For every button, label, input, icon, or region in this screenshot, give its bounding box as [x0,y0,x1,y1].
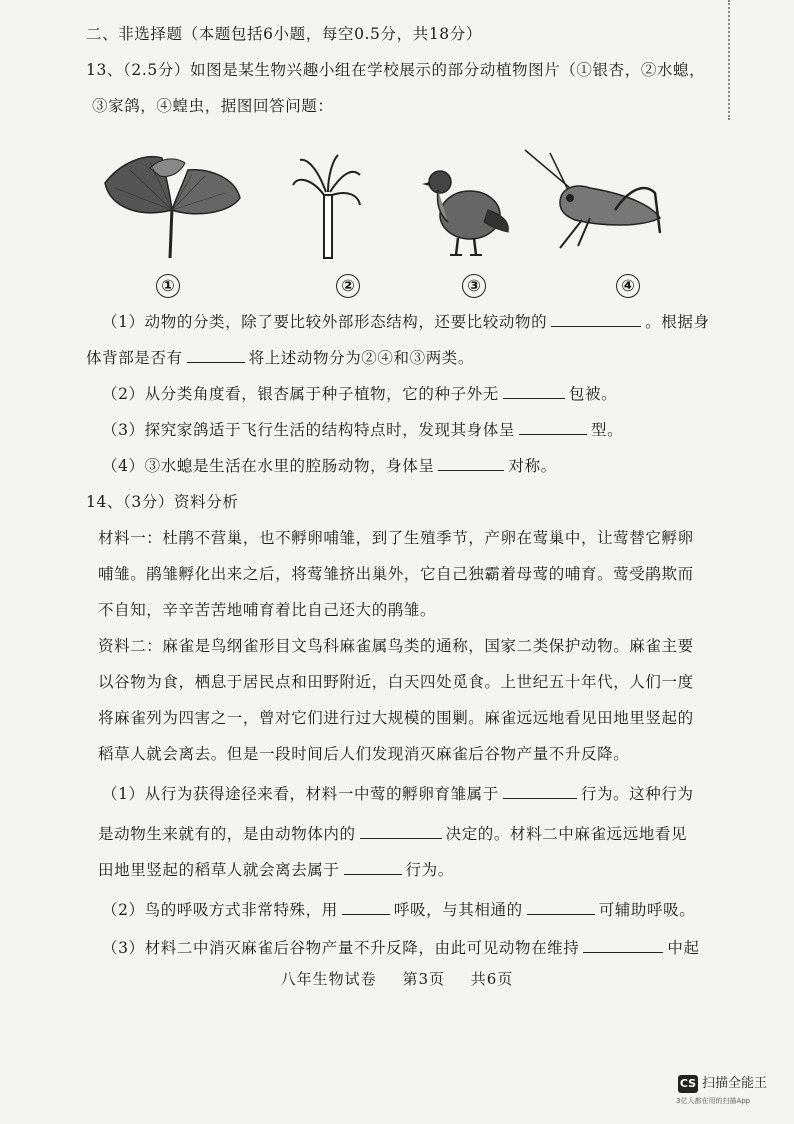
q14-p2-text-a: （2）鸟的呼吸方式非常特殊，用 [102,901,338,919]
figure-label-1: ① [156,274,180,298]
page-footer [0,968,794,989]
camscanner-logo-icon: CS [678,1075,698,1093]
q14-p1-text-d: 决定的。材料二中麻雀远远地看见 [445,825,688,843]
q13-p4-text-b: 对称。 [508,457,557,475]
q14-part3 [102,938,700,958]
q13-part1-line2 [86,348,474,368]
q13-p2-text-b: 包被。 [568,385,618,403]
q14-part2 [102,900,695,920]
q13-p3-text-a: （3）探究家鸽适于飞行生活的结构特点时，发现其身体呈 [102,421,515,439]
q14-material1-line1: 材料一：杜鹃不营巢，也不孵卵哺雏，到了生殖季节，产卵在莺巢中，让莺替它孵卵 [98,529,694,547]
figure-label-3: ③ [462,274,486,298]
q13-p1-text-c: 体背部是否有 [86,349,183,367]
answer-blank[interactable] [503,784,577,799]
q13-stem-line1: 13、（2.5分）如图是某生物兴趣小组在学校展示的部分动植物图片（①银杏，②水螅， [86,61,706,79]
footer-total: 共6页 [470,970,514,988]
q13-part1-line1 [102,312,710,332]
q13-p1-text-a: （1）动物的分类，除了要比较外部形态结构，还要比较动物的 [102,313,548,331]
q14-material2-line1: 资料二：麻雀是鸟纲雀形目文鸟科麻雀属鸟类的通称，国家二类保护动物。麻雀主要 [98,637,694,655]
footer-page: 第3页 [402,970,445,988]
grasshopper-icon [520,148,670,258]
answer-blank[interactable] [344,860,402,875]
answer-blank[interactable] [342,900,390,915]
q14-material1-line3: 不自知，辛辛苦苦地哺育着比自己还大的鹃雏。 [98,601,437,619]
answer-blank[interactable] [583,938,663,953]
q14-p2-text-c: 可辅助呼吸。 [598,901,696,919]
q13-p1-text-b: 。根据身 [645,313,710,331]
section-header: 二、非选择题（本题包括6小题，每空0.5分，共18分） [86,25,482,43]
q13-p2-text-a: （2）从分类角度看，银杏属于种子植物，它的种子外无 [102,385,499,403]
q14-p1-text-b: 行为。这种行为 [580,785,694,803]
q13-p4-text-a: （4）③水螅是生活在水里的腔肠动物，身体呈 [102,457,435,475]
watermark-subtitle: 3亿人都在用的扫描App [676,1097,751,1105]
q14-material2-line2: 以谷物为食，栖息于居民点和田野附近，白天四处觅食。上世纪五十年代，人们一度 [98,673,694,691]
q13-p3-text-b: 型。 [590,421,624,439]
q14-p1-text-e: 田地里竖起的稻草人就会离去属于 [98,861,340,879]
q14-part1-line2 [98,824,687,844]
q14-stem: 14、（3分）资料分析 [86,493,239,511]
scan-edge-mark [728,0,732,120]
hydra-icon [288,150,368,260]
q13-stem-line2: ③家鸽，④蝗虫，据图回答问题： [92,97,334,115]
q14-material2-line3: 将麻雀列为四害之一，曾对它们进行过大规模的围剿。麻雀远远地看见田地里竖起的 [98,709,694,727]
q13-p1-text-d: 将上述动物分为②④和③两类。 [248,349,475,367]
figure-label-4: ④ [616,274,640,298]
ginkgo-leaf-icon [100,148,245,263]
q13-part3 [102,420,623,440]
q14-material1-line2: 哺雏。鹃雏孵化出来之后，将莺雏挤出巢外，它自己独霸着母莺的哺育。莺受鹃欺而 [98,565,694,583]
answer-blank[interactable] [360,824,442,839]
q14-part1-line3 [98,860,454,880]
q14-p3-text-a: （3）材料二中消灭麻雀后谷物产量不升反降，由此可见动物在维持 [102,939,580,957]
q14-p1-text-f: 行为。 [405,861,454,879]
answer-blank[interactable] [551,312,641,327]
answer-blank[interactable] [187,348,245,363]
q14-part1-line1 [102,784,694,804]
footer-title: 八年生物试卷 [280,970,377,988]
figure-label-2: ② [336,274,360,298]
q14-material2-line4: 稻草人就会离去。但是一段时间后人们发现消灭麻雀后谷物产量不升反降。 [98,745,630,763]
answer-blank[interactable] [519,420,587,435]
watermark-name: 扫描全能王 [702,1076,768,1091]
q14-p1-text-c: 是动物生来就有的，是由动物体内的 [98,825,356,843]
q13-part2 [102,384,617,404]
answer-blank[interactable] [527,900,595,915]
answer-blank[interactable] [438,456,504,471]
q13-part4 [102,456,557,476]
q14-p1-text-a: （1）从行为获得途径来看，材料一中莺的孵卵育雏属于 [102,785,499,803]
q14-p3-text-b: 中起 [667,939,700,957]
q14-p2-text-b: 呼吸，与其相通的 [393,901,523,919]
pigeon-icon [418,160,513,260]
answer-blank[interactable] [503,384,565,399]
